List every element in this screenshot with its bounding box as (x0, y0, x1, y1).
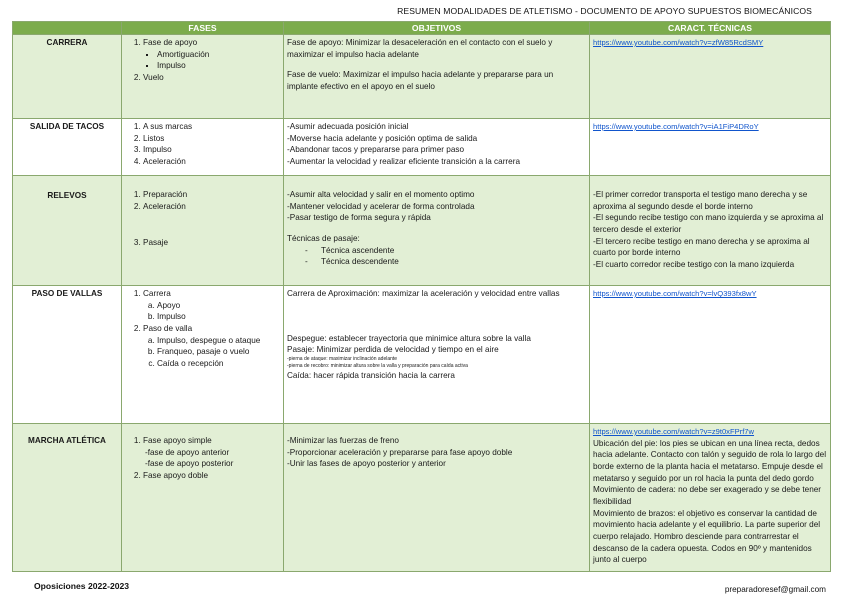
tecnica-text: -El primer corredor transporta el testigo mano derecha y se aproxima al segundo desde el borde interno (593, 190, 808, 211)
table-row-marcha-atletica (13, 424, 831, 572)
objetivo-text: -Mantener velocidad y acelerar de forma controlada (287, 201, 475, 211)
list-item: 1. A sus marcas (143, 121, 280, 133)
list-item: -fase de apoyo posterior (145, 459, 234, 469)
footer-course: Oposiciones 2022-2023 (34, 581, 130, 591)
objetivo-text: -Unir las fases de apoyo posterior y anterior (287, 459, 446, 469)
list-item: - Técnica ascendente (305, 245, 586, 257)
objetivo-text: Despegue: establecer trayectoria que minimice altura sobre la valla (287, 333, 531, 343)
list-item: 2. Vuelo (143, 72, 280, 84)
table-row-carrera (13, 35, 831, 119)
tecnica-text: -El cuarto corredor recibe testigo con la mano izquierda (593, 259, 795, 269)
document-title: RESUMEN MODALIDADES DE ATLETISMO - DOCUMENTO DE APOYO SUPUESTOS BIOMECÁNICOS (397, 6, 812, 16)
video-link[interactable]: https://www.youtube.com/watch?v=z9t0xFPrf7w (593, 427, 755, 436)
list-item: c. Caída o recepción (157, 358, 280, 370)
objetivo-small-text: -pierna de recobro: minimizar altura sobre la valla y preparación para caída activa (287, 363, 468, 370)
header-row (13, 22, 831, 35)
objetivo-text: -Asumir adecuada posición inicial (287, 122, 409, 131)
objetivo-text: -Abandonar tacos y prepararse para primer paso (287, 145, 465, 155)
video-link[interactable]: https://www.youtube.com/watch?v=zfW85RcdSMY (593, 38, 764, 47)
objetivo-text: -Moverse hacia adelante y posición optima de salida (287, 133, 478, 143)
row-name: PASO DE VALLAS (13, 286, 122, 424)
objetivo-text: -Pasar testigo de forma segura y rápida (287, 213, 431, 223)
objetivos-cell (284, 424, 590, 572)
objetivos-cell (284, 119, 590, 176)
row-name: CARRERA (13, 35, 122, 119)
list-item: 2. Fase apoyo doble (143, 470, 280, 482)
column-header-fases: FASES (122, 22, 284, 35)
list-item: 1. Carrera a. Apoyo b. Impulso (143, 288, 280, 323)
tecnicas-cell (590, 286, 831, 424)
fases-cell (122, 286, 284, 424)
objetivo-text: Pasaje: Minimizar perdida de velocidad y tiempo en el aire (287, 345, 499, 355)
list-item: 2. Aceleración (143, 201, 280, 213)
tecnicas-cell (590, 35, 831, 119)
tecnicas-title: Técnicas de pasaje: (287, 233, 360, 243)
list-item: 4. Aceleración (143, 156, 280, 168)
objetivo-text: Carrera de Aproximación: maximizar la aceleración y velocidad entre vallas (287, 289, 560, 298)
tecnica-text: Movimiento de brazos: el objetivo es conservar la cantidad de movimiento hacia adelante y el equilibrio. La parte superior del cuerpo relajado. Hombro desciende para contrarrestar el descanso de la cadera opuesta. Codos en 90º y mantenidos junto al cuerpo (593, 508, 821, 565)
list-item: b. Impulso (157, 311, 280, 323)
list-item: 1. Fase apoyo simple -fase de apoyo anterior -fase de apoyo posterior (143, 435, 280, 470)
video-link[interactable]: https://www.youtube.com/watch?v=lvQ393fx8wY (593, 289, 757, 298)
row-name: RELEVOS (13, 176, 122, 286)
list-item: -fase de apoyo anterior (145, 447, 230, 457)
table-row-relevos (13, 176, 831, 286)
summary-table (12, 21, 831, 572)
row-name: MARCHA ATLÉTICA (13, 424, 122, 572)
table-row-salida-de-tacos (13, 119, 831, 176)
video-link[interactable]: https://www.youtube.com/watch?v=iA1FiP4DRoY (593, 122, 759, 131)
objetivo-text: -Asumir alta velocidad y salir en el momento optimo (287, 190, 475, 199)
list-item: ▪ Amortiguación (157, 49, 280, 61)
fases-cell (122, 176, 284, 286)
tecnica-text: -El segundo recibe testigo con mano izquierda y se aproxima al tercero desde el exterior (593, 213, 824, 234)
column-header-objetivos: OBJETIVOS (284, 22, 590, 35)
tecnicas-cell (590, 119, 831, 176)
fases-cell (122, 424, 284, 572)
objetivo-text: -Aumentar la velocidad y realizar eficiente transición a la carrera (287, 156, 520, 166)
list-item: 1. Fase de apoyo ▪ Amortiguación ▪ Impulso (143, 37, 280, 72)
list-item: 2. Paso de valla a. Impulso, despegue o ataque b. Franqueo, pasaje o vuelo c. Caída o recepción (143, 323, 280, 370)
fases-cell (122, 119, 284, 176)
objetivos-cell (284, 286, 590, 424)
list-item: ▪ Impulso (157, 60, 280, 72)
row-name: SALIDA DE TACOS (13, 119, 122, 176)
objetivo-text: Fase de vuelo: Maximizar el impulso hacia adelante y prepararse para un implante efectivo en el apoyo en el suelo (287, 70, 554, 91)
list-item: 2. Listos (143, 133, 280, 145)
list-item: 3. Pasaje (143, 237, 280, 249)
tecnica-text: -El tercero recibe testigo en mano derecha y se aproxima al cuarto por borde interno (593, 236, 810, 258)
column-header-tecnicas: CARACT. TÉCNICAS (590, 22, 831, 35)
list-item: 1. Preparación (143, 189, 280, 201)
tecnicas-cell (590, 424, 831, 572)
footer-email: preparadoresef@gmail.com (724, 585, 826, 594)
table-row-paso-de-vallas (13, 286, 831, 424)
objetivo-text: -Minimizar las fuerzas de freno (287, 436, 399, 445)
fases-cell (122, 35, 284, 119)
list-item: 3. Impulso (143, 144, 280, 156)
tecnica-text: Ubicación del pie: los pies se ubican en una línea recta, dedos hacia adelante. Contacto con talón y seguido de rola lo largo del borde externo de la planta hacia el metatarso. Empuje desde el metatarso y seguido por un rol hacia la punta del dedo gordo (593, 438, 827, 483)
tecnica-text: Movimiento de cadera: no debe ser exagerado y se debe tener flexibilidad (593, 485, 822, 506)
objetivo-text: -Proporcionar aceleración y prepararse para fase apoyo doble (287, 447, 513, 457)
objetivos-cell (284, 35, 590, 119)
objetivo-small-text: -pierna de ataque: maximizar inclinación adelante (287, 355, 398, 362)
list-item: a. Apoyo (157, 300, 280, 312)
list-item: b. Franqueo, pasaje o vuelo (157, 346, 280, 358)
corner-cell (13, 22, 122, 35)
objetivos-cell (284, 176, 590, 286)
objetivo-text: Caída: hacer rápida transición hacia la carrera (287, 371, 455, 381)
list-item: a. Impulso, despegue o ataque (157, 335, 280, 347)
tecnicas-cell (590, 176, 831, 286)
objetivo-text: Fase de apoyo: Minimizar la desaceleración en el contacto con el suelo y maximizar el impulso hacia adelante (287, 38, 553, 59)
list-item: - Técnica descendente (305, 256, 586, 268)
